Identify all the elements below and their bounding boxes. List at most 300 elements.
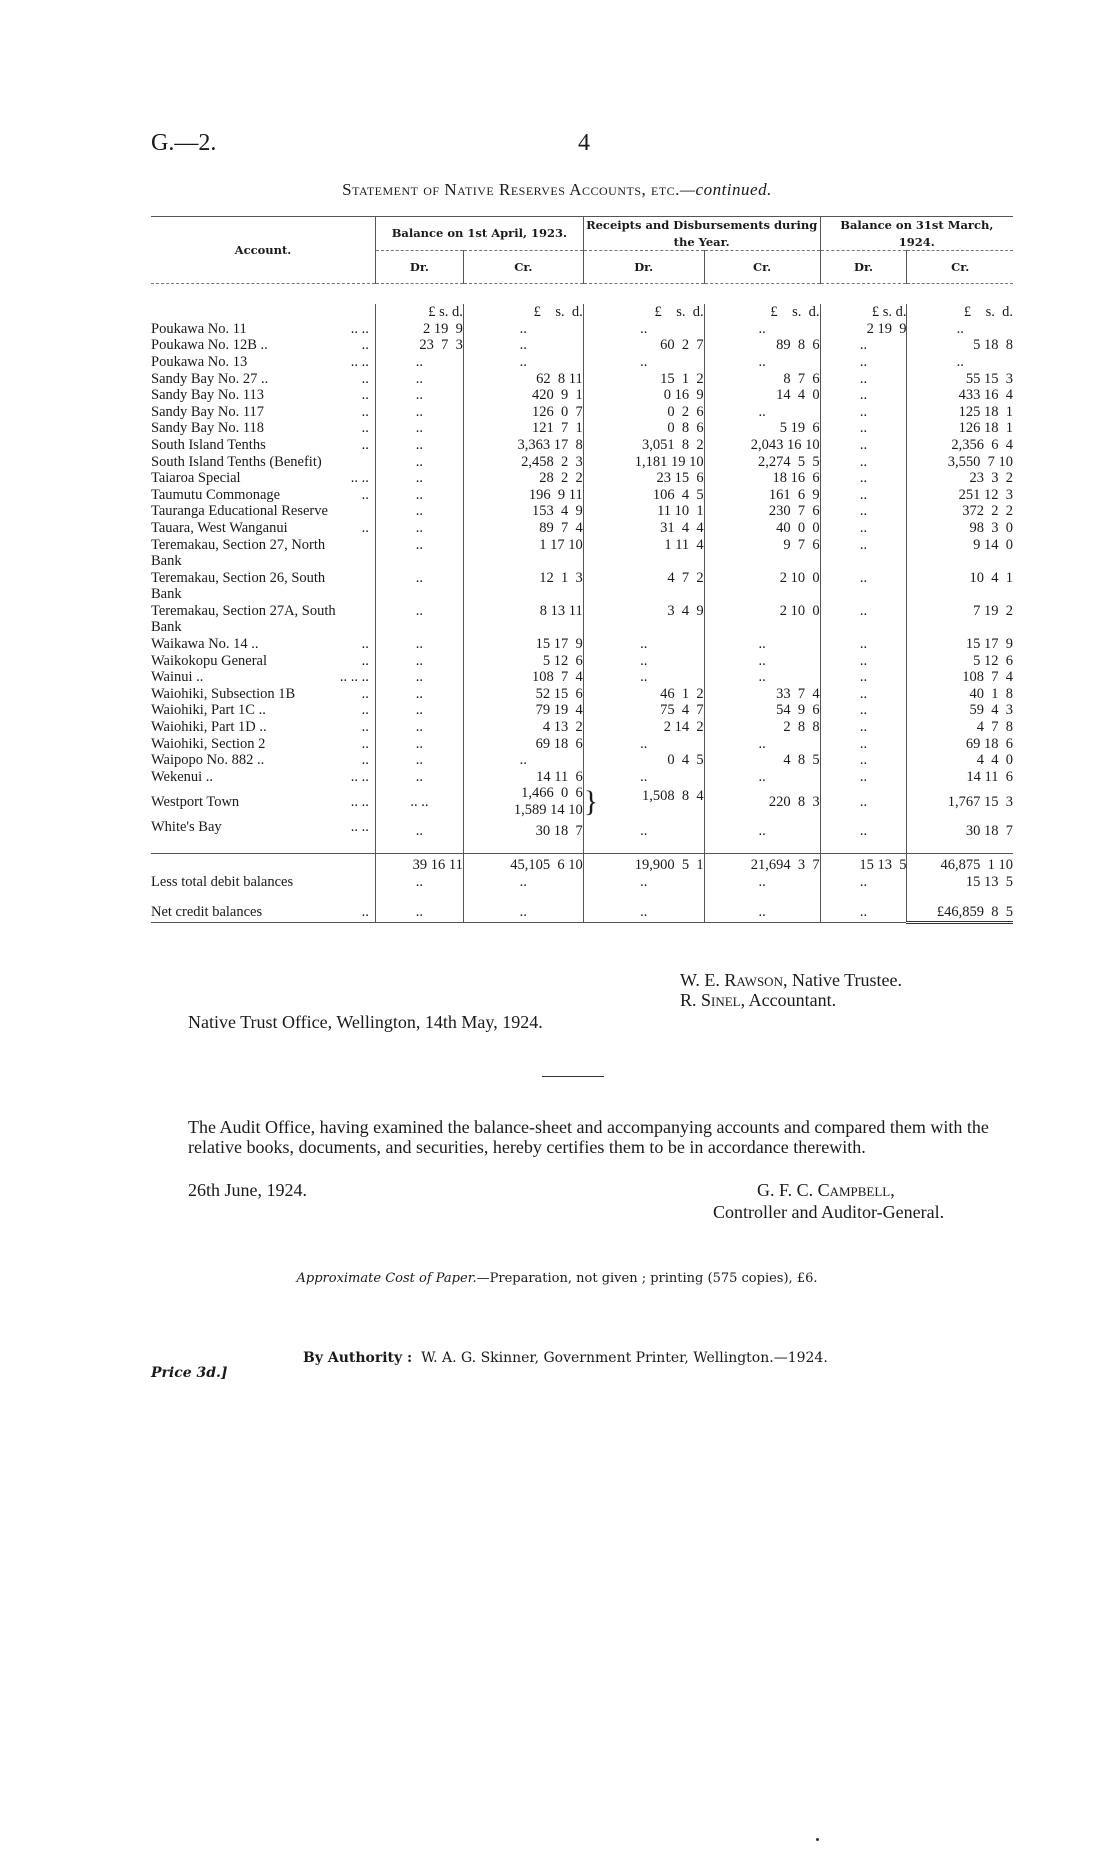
amount-line: 1,466 0 6 (521, 785, 583, 802)
amount-cell: 8 13 11 (463, 603, 583, 636)
amount-cell: .. (583, 874, 704, 891)
account-label: Waiohiki, Subsection 1B (151, 685, 296, 702)
totals-label (151, 854, 375, 874)
page-number: 4 (578, 130, 590, 156)
table-row (151, 520, 1013, 537)
amount-cell: .. (820, 520, 907, 537)
amount-cell: .. (820, 904, 907, 922)
amount-cell: .. (375, 819, 463, 840)
amount-cell: .. (375, 769, 463, 786)
amount-cell: .. (375, 437, 463, 454)
spacer-cell (907, 839, 1013, 854)
amount-cell: 14 4 0 (704, 387, 820, 404)
account-name (151, 454, 375, 471)
amount-cell: .. (820, 669, 907, 686)
account-label: Tauranga Educational Reserve (151, 503, 328, 520)
amount-cell: £46,859 8 5 (907, 904, 1013, 922)
amount-cell: 2,043 16 10 (704, 437, 820, 454)
table-row (151, 503, 1013, 520)
amount-cell (463, 785, 583, 818)
amount-cell: .. (583, 736, 704, 753)
total-cell: 21,694 3 7 (704, 854, 820, 874)
amount-cell: .. (907, 321, 1013, 338)
cost-label: Approximate Cost of Paper. (296, 1271, 477, 1286)
authority-text: W. A. G. Skinner, Government Printer, Wellington.—1924. (421, 1350, 828, 1366)
total-cell: 19,900 5 1 (583, 854, 704, 874)
amount-cell: 1 11 4 (583, 537, 704, 570)
amount-cell: 59 4 3 (907, 702, 1013, 719)
leader-dots: .. .. (350, 818, 369, 835)
amount-cell: 5 12 6 (907, 653, 1013, 670)
spacer-cell (151, 890, 375, 904)
amount-cell: .. (375, 686, 463, 703)
amount-cell: 251 12 3 (907, 487, 1013, 504)
amount-cell: 196 9 11 (463, 487, 583, 504)
account-label: Wekenui .. (151, 768, 214, 785)
account-label: White's Bay (151, 818, 222, 835)
account-name (151, 337, 375, 354)
table-row (151, 387, 1013, 404)
table-row (151, 752, 1013, 769)
amount-cell: 55 15 3 (907, 371, 1013, 388)
amount-cell: 5 18 8 (907, 337, 1013, 354)
price: Price 3d.] (151, 1365, 228, 1381)
account-name (151, 371, 375, 388)
spacer-cell (583, 890, 704, 904)
spacer-cell (583, 839, 704, 854)
amount-cell: .. (820, 387, 907, 404)
amount-cell: .. (907, 354, 1013, 371)
amount-cell: 2 19 9 (375, 321, 463, 338)
leader-dots: .. (361, 337, 369, 354)
amount-cell: .. (583, 904, 704, 922)
account-name (151, 904, 375, 922)
accounts-body (151, 284, 1013, 923)
amount-cell: .. (704, 404, 820, 421)
amount-cell: .. (820, 470, 907, 487)
leader-dots: .. (361, 420, 369, 437)
amount-cell: 62 8 11 (463, 371, 583, 388)
account-name (151, 520, 375, 537)
amount-cell: .. (820, 686, 907, 703)
accountant-signature (680, 990, 836, 1011)
leader-dots: .. (361, 719, 369, 736)
account-label: Sandy Bay No. 113 (151, 387, 265, 404)
amount-cell: 220 8 3 (704, 785, 820, 818)
less-debit-row (151, 874, 1013, 891)
account-label: Waikokopu General (151, 652, 267, 669)
office-line: Native Trust Office, Wellington, 14th May, 1924. (188, 1012, 543, 1032)
amount-cell: .. (583, 653, 704, 670)
amount-cell: 108 7 4 (463, 669, 583, 686)
leader-dots: .. (361, 685, 369, 702)
amount-cell: 89 7 4 (463, 520, 583, 537)
amount-cell: .. (583, 669, 704, 686)
leader-dots: .. (361, 636, 369, 653)
amount-cell: 89 8 6 (704, 337, 820, 354)
account-label: South Island Tenths (151, 436, 266, 453)
account-label: Teremakau, Section 27, North (151, 536, 326, 553)
account-name (151, 785, 375, 818)
table-row (151, 819, 1013, 840)
amount-cell: 31 4 4 (583, 520, 704, 537)
amount-cell: .. (375, 653, 463, 670)
leader-dots: .. (361, 387, 369, 404)
account-name (151, 487, 375, 504)
amount-cell: .. (583, 321, 704, 338)
cr-header: Cr. (907, 251, 1013, 284)
total-cell: 46,875 1 10 (907, 854, 1013, 874)
print-speck (816, 1838, 819, 1841)
total-cell: 45,105 6 10 (463, 854, 583, 874)
account-name (151, 636, 375, 653)
account-name (151, 537, 375, 570)
page-title (0, 180, 1114, 200)
table-row (151, 686, 1013, 703)
amount-cell: .. (375, 420, 463, 437)
amount-cell: 15 13 5 (907, 874, 1013, 891)
amount-cell: 2 19 9 (820, 321, 907, 338)
amount-cell: 40 0 0 (704, 520, 820, 537)
amount-cell: .. (375, 702, 463, 719)
table-row (151, 371, 1013, 388)
units-label: £ s. d. (704, 304, 820, 321)
amount-cell (583, 785, 704, 818)
amount-cell: .. (820, 371, 907, 388)
account-name (151, 437, 375, 454)
amount-cell: 60 2 7 (583, 337, 704, 354)
divider (542, 1076, 604, 1077)
account-name (151, 420, 375, 437)
audit-date: 26th June, 1924. (188, 1180, 307, 1200)
spacer-cell (375, 890, 463, 904)
amount-cell: 3,550 7 10 (907, 454, 1013, 471)
amount-cell: 126 0 7 (463, 404, 583, 421)
leader-dots: .. (361, 752, 369, 769)
table-row (151, 470, 1013, 487)
leader-dots: .. (361, 370, 369, 387)
leader-dots: .. .. (350, 470, 369, 487)
amount-cell: .. (463, 321, 583, 338)
account-label: Waikawa No. 14 .. (151, 636, 259, 653)
account-label: Net credit balances (151, 904, 263, 921)
table-row (151, 437, 1013, 454)
leader-dots: .. .. (350, 768, 369, 785)
amount-cell: .. (820, 769, 907, 786)
amount-cell: .. (375, 603, 463, 636)
amount-cell: 5 19 6 (704, 420, 820, 437)
amount-cell: .. (820, 404, 907, 421)
account-label: Waiohiki, Part 1D .. (151, 719, 267, 736)
auditor-title: Controller and Auditor-General. (713, 1202, 945, 1222)
amount-cell: .. .. (375, 785, 463, 818)
title-continued: —continued. (679, 180, 772, 199)
amount-cell: 7 19 2 (907, 603, 1013, 636)
spacer-cell (463, 839, 583, 854)
account-name (151, 719, 375, 736)
amount-cell: 46 1 2 (583, 686, 704, 703)
amount-cell: 0 8 6 (583, 420, 704, 437)
amount-cell: 2 14 2 (583, 719, 704, 736)
account-name (151, 653, 375, 670)
spacer-cell (907, 890, 1013, 904)
amount-cell: .. (463, 904, 583, 922)
account-name (151, 736, 375, 753)
authority-label: By Authority : (303, 1350, 413, 1366)
trustee-signature (680, 970, 902, 991)
amount-cell: 28 2 2 (463, 470, 583, 487)
spacer-row (151, 890, 1013, 904)
amount-cell: .. (375, 537, 463, 570)
amount-cell: .. (583, 819, 704, 840)
table-row (151, 321, 1013, 338)
amount-cell: 1,767 15 3 (907, 785, 1013, 818)
amount-cell: 125 18 1 (907, 404, 1013, 421)
cost-text: —Preparation, not given ; printing (575 copies), £6. (476, 1271, 818, 1286)
amount-cell: 2,356 6 4 (907, 437, 1013, 454)
amount-cell: .. (704, 904, 820, 922)
leader-dots: .. .. (350, 353, 369, 370)
amount-cell: .. (820, 487, 907, 504)
amount-cell: .. (375, 736, 463, 753)
table-row (151, 570, 1013, 603)
account-name (151, 404, 375, 421)
amount-cell: .. (375, 487, 463, 504)
amount-cell: 4 7 8 (907, 719, 1013, 736)
amount-cell: 40 1 8 (907, 686, 1013, 703)
amount-cell: .. (375, 874, 463, 891)
amount-cell: 2 10 0 (704, 570, 820, 603)
account-name (151, 470, 375, 487)
amount-line: 1,589 14 10 (513, 802, 583, 818)
account-label: Westport Town (151, 793, 240, 810)
amount-cell: 3,363 17 8 (463, 437, 583, 454)
units-label: £ s. d. (583, 304, 704, 321)
leader-dots: .. (361, 652, 369, 669)
trustee-name: W. E. Rawson, (680, 970, 788, 990)
account-label: Teremakau, Section 26, South (151, 569, 326, 586)
totals-row (151, 854, 1013, 874)
account-label-cont: Bank (151, 553, 182, 570)
leader-dots: .. (361, 403, 369, 420)
table-row (151, 769, 1013, 786)
account-label: Waiohiki, Part 1C .. (151, 702, 266, 719)
amount-cell: 433 16 4 (907, 387, 1013, 404)
amount-cell: .. (463, 354, 583, 371)
table-row (151, 537, 1013, 570)
amount-cell: .. (820, 819, 907, 840)
table-row (151, 736, 1013, 753)
table-row (151, 404, 1013, 421)
account-label: Teremakau, Section 27A, South (151, 602, 336, 619)
amount-cell: 2 10 0 (704, 603, 820, 636)
account-label: Poukawa No. 11 (151, 320, 247, 337)
amount-cell: .. (820, 603, 907, 636)
amount-cell: 9 14 0 (907, 537, 1013, 570)
account-label: Taiaroa Special (151, 470, 241, 487)
amount-cell: 4 13 2 (463, 719, 583, 736)
spacer-cell (820, 839, 907, 854)
amount-cell: 11 10 1 (583, 503, 704, 520)
units-row (151, 304, 1013, 321)
amount-cell: 153 4 9 (463, 503, 583, 520)
amount-cell: .. (583, 354, 704, 371)
amount-line: 1,508 8 4 (642, 788, 704, 804)
account-header: Account. (151, 217, 375, 284)
amount-cell: 79 19 4 (463, 702, 583, 719)
cr-header: Cr. (704, 251, 820, 284)
table-row (151, 719, 1013, 736)
spacer-cell (463, 890, 583, 904)
amount-cell: .. (820, 719, 907, 736)
amount-cell: 69 18 6 (907, 736, 1013, 753)
account-label: Sandy Bay No. 117 (151, 403, 265, 420)
total-cell: 15 13 5 (820, 854, 907, 874)
amount-cell: 2,274 5 5 (704, 454, 820, 471)
amount-cell: 161 6 9 (704, 487, 820, 504)
amount-cell: .. (375, 636, 463, 653)
amount-cell: .. (704, 321, 820, 338)
amount-cell: 1,181 19 10 (583, 454, 704, 471)
table-row (151, 420, 1013, 437)
amount-cell: 121 7 1 (463, 420, 583, 437)
table-row (151, 454, 1013, 471)
amount-cell: 33 7 4 (704, 686, 820, 703)
amount-cell: 420 9 1 (463, 387, 583, 404)
table-row (151, 487, 1013, 504)
receipts-header: Receipts and Disbursements during the Year. (583, 217, 820, 251)
spacer-cell (704, 890, 820, 904)
cost-of-paper (0, 1271, 1114, 1286)
amount-cell: .. (704, 669, 820, 686)
table-row (151, 636, 1013, 653)
leader-dots: .. (361, 519, 369, 536)
amount-cell: 4 4 0 (907, 752, 1013, 769)
table-row (151, 785, 1013, 818)
leader-dots: .. (361, 486, 369, 503)
amount-cell: 5 12 6 (463, 653, 583, 670)
account-label: Poukawa No. 12B .. (151, 337, 268, 354)
amount-cell: .. (375, 404, 463, 421)
spacer-cell (151, 839, 375, 854)
title-main: Statement of Native Reserves Accounts, etc. (342, 180, 680, 199)
spacer-cell (820, 890, 907, 904)
amount-cell: .. (375, 371, 463, 388)
amount-cell: .. (820, 785, 907, 818)
amount-cell: 230 7 6 (704, 503, 820, 520)
amount-cell: .. (820, 537, 907, 570)
amount-cell: 10 4 1 (907, 570, 1013, 603)
account-label: Sandy Bay No. 27 .. (151, 370, 269, 387)
amount-cell: .. (463, 874, 583, 891)
table-row (151, 354, 1013, 371)
amount-cell: .. (820, 874, 907, 891)
amount-cell: 372 2 2 (907, 503, 1013, 520)
units-label: £ s. d. (820, 304, 907, 321)
account-name (151, 321, 375, 338)
account-label: South Island Tenths (Benefit) (151, 453, 322, 470)
amount-cell: .. (704, 354, 820, 371)
leader-dots: .. .. (350, 793, 369, 810)
amount-cell: .. (704, 736, 820, 753)
amount-cell: .. (820, 420, 907, 437)
amount-cell: .. (583, 769, 704, 786)
amount-cell: 8 7 6 (704, 371, 820, 388)
amount-cell: 52 15 6 (463, 686, 583, 703)
amount-cell: 23 15 6 (583, 470, 704, 487)
cr-header: Cr. (463, 251, 583, 284)
amount-cell: 23 7 3 (375, 337, 463, 354)
spacer-row (151, 839, 1013, 854)
table-row (151, 702, 1013, 719)
amount-cell: 126 18 1 (907, 420, 1013, 437)
amount-cell: .. (820, 653, 907, 670)
amount-cell: 3,051 8 2 (583, 437, 704, 454)
amount-cell: .. (820, 337, 907, 354)
account-label: Sandy Bay No. 118 (151, 420, 265, 437)
amount-cell: 4 7 2 (583, 570, 704, 603)
amount-cell: .. (704, 819, 820, 840)
account-label-cont: Bank (151, 619, 182, 636)
amount-cell: .. (820, 702, 907, 719)
account-name (151, 387, 375, 404)
units-label: £ s. d. (375, 304, 463, 321)
amount-cell: 106 4 5 (583, 487, 704, 504)
amount-cell: .. (375, 520, 463, 537)
amount-cell: .. (820, 437, 907, 454)
amount-cell: .. (463, 337, 583, 354)
amount-cell: 30 18 7 (463, 819, 583, 840)
amount-cell: 2 8 8 (704, 719, 820, 736)
account-name (151, 669, 375, 686)
amount-cell: 69 18 6 (463, 736, 583, 753)
leader-dots: .. .. (350, 320, 369, 337)
amount-cell: .. (704, 653, 820, 670)
spacer-cell (704, 839, 820, 854)
account-name (151, 503, 375, 520)
amount-cell: .. (820, 354, 907, 371)
amount-cell: .. (375, 904, 463, 922)
account-name (151, 819, 375, 840)
amount-cell: 3 4 9 (583, 603, 704, 636)
dr-header: Dr. (375, 251, 463, 284)
amount-cell: 0 16 9 (583, 387, 704, 404)
account-label: Wainui .. (151, 669, 204, 686)
account-name (151, 570, 375, 603)
accountant-name: R. Sinel, (680, 990, 746, 1010)
leader-dots: .. .. .. (339, 669, 369, 686)
table-row (151, 669, 1013, 686)
units-label: £ s. d. (463, 304, 583, 321)
table-row (151, 603, 1013, 636)
amount-cell: 18 16 6 (704, 470, 820, 487)
amount-cell: 12 1 3 (463, 570, 583, 603)
account-label-cont: Bank (151, 586, 182, 603)
account-name (151, 874, 375, 891)
amount-cell: .. (463, 752, 583, 769)
leader-dots: .. (361, 436, 369, 453)
account-name (151, 603, 375, 636)
leader-dots: .. (361, 904, 369, 921)
amount-cell: .. (583, 636, 704, 653)
amount-cell: 14 11 6 (463, 769, 583, 786)
amount-cell: .. (375, 354, 463, 371)
account-label: Tauara, West Wanganui (151, 519, 288, 536)
account-label: Waiohiki, Section 2 (151, 735, 266, 752)
balance-1923-header: Balance on 1st April, 1923. (375, 217, 583, 251)
account-label: Poukawa No. 13 (151, 353, 248, 370)
brace: } (583, 785, 599, 818)
